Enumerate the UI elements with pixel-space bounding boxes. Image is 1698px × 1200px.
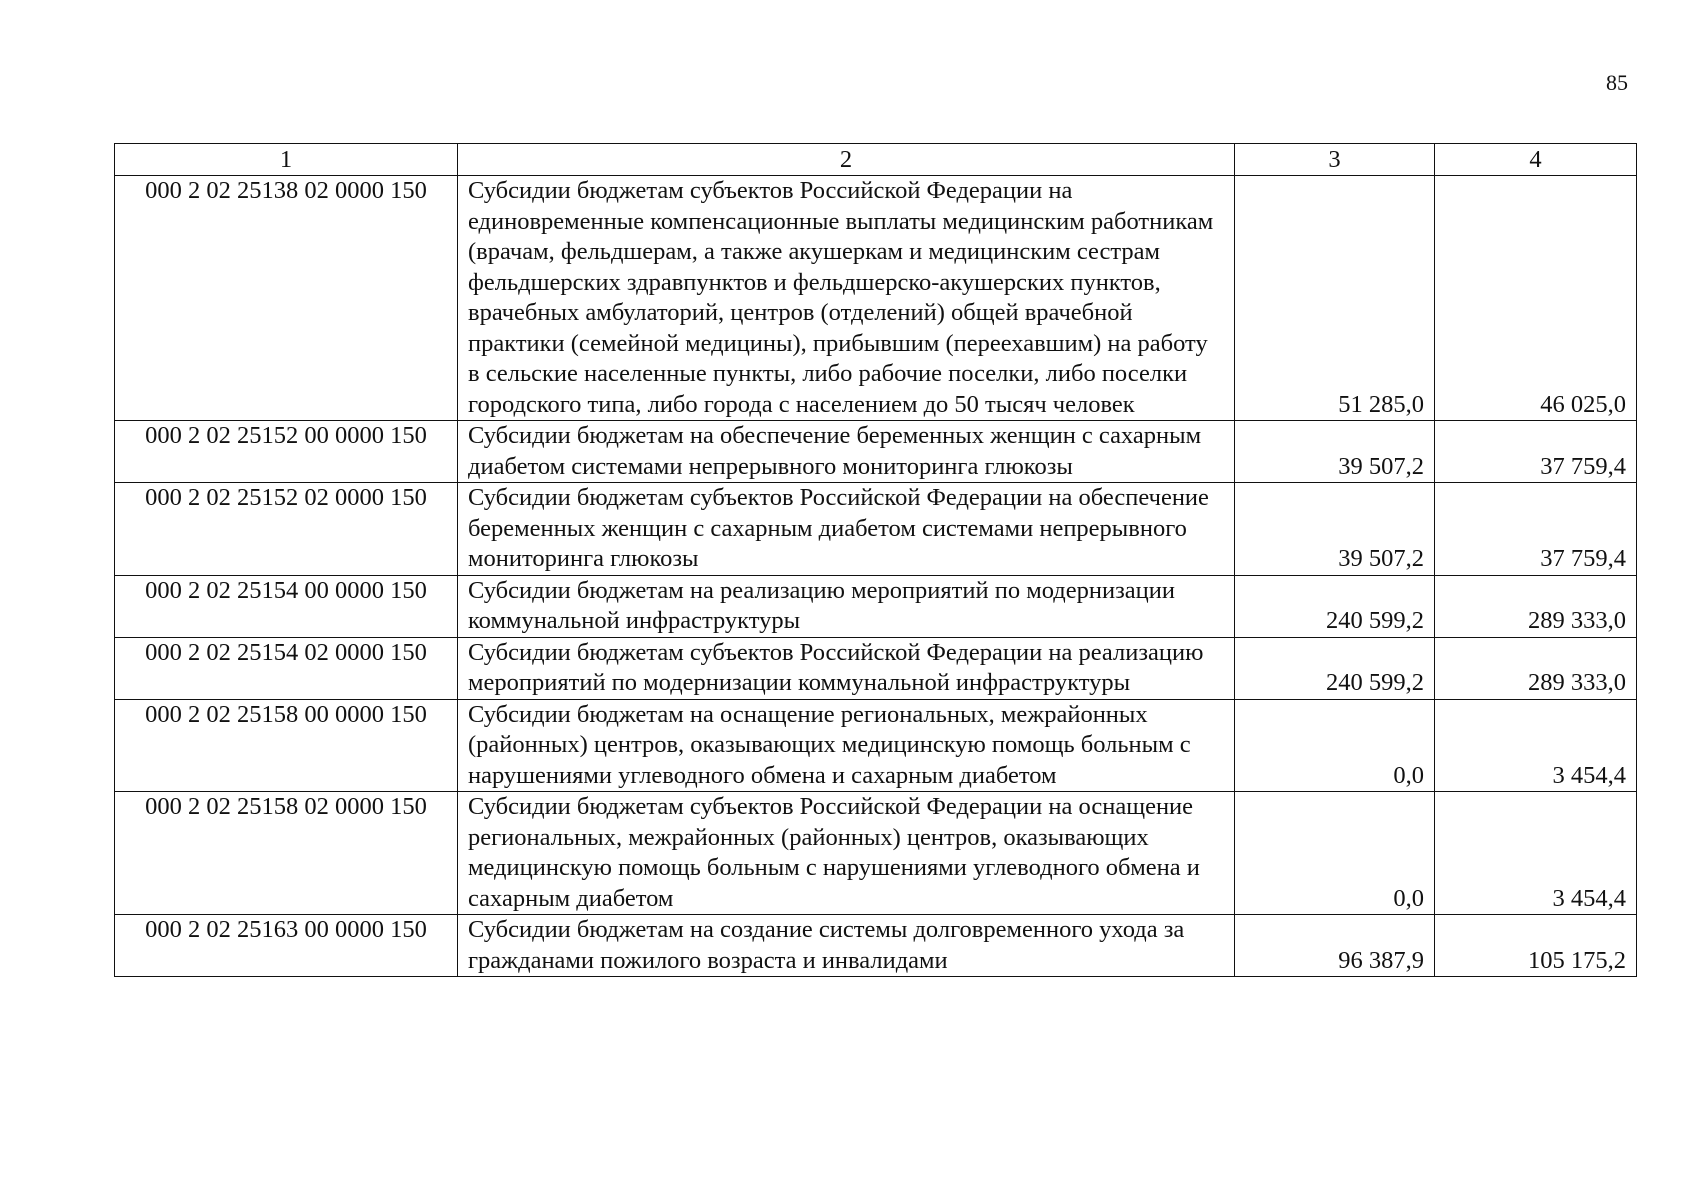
- table-row: [115, 575, 1637, 637]
- header-col-4: 4: [1435, 144, 1637, 176]
- budget-table: [114, 143, 1637, 977]
- amount-col4-cell: 105 175,2: [1435, 915, 1637, 977]
- table-row: [115, 915, 1637, 977]
- budget-code-cell: 000 2 02 25158 02 0000 150: [115, 792, 458, 915]
- page-number: 85: [1606, 70, 1628, 95]
- amount-col3-cell: 0,0: [1235, 699, 1435, 792]
- description-cell: Субсидии бюджетам субъектов Российской Федерации на реализацию мероприятий по модернизации коммунальной инфраструктуры: [458, 637, 1235, 699]
- amount-col4-cell: 3 454,4: [1435, 699, 1637, 792]
- table-row: [115, 421, 1637, 483]
- amount-col3-cell: 240 599,2: [1235, 637, 1435, 699]
- header-col-2: 2: [458, 144, 1235, 176]
- budget-code-cell: 000 2 02 25152 02 0000 150: [115, 483, 458, 576]
- header-col-1: 1: [115, 144, 458, 176]
- description-cell: Субсидии бюджетам субъектов Российской Федерации на обеспечение беременных женщин с сахарным диабетом системами непрерывного мониторинга глюкозы: [458, 483, 1235, 576]
- amount-col3-cell: 51 285,0: [1235, 176, 1435, 421]
- budget-code-cell: 000 2 02 25154 00 0000 150: [115, 575, 458, 637]
- amount-col3-cell: 39 507,2: [1235, 483, 1435, 576]
- table-row: [115, 637, 1637, 699]
- description-cell: Субсидии бюджетам на оснащение региональных, межрайонных (районных) центров, оказывающих медицинскую помощь больным с нарушениями углеводного обмена и сахарным диабетом: [458, 699, 1235, 792]
- budget-code-cell: 000 2 02 25138 02 0000 150: [115, 176, 458, 421]
- amount-col4-cell: 289 333,0: [1435, 637, 1637, 699]
- header-row: [115, 144, 1637, 176]
- amount-col4-cell: 37 759,4: [1435, 421, 1637, 483]
- budget-code-cell: 000 2 02 25154 02 0000 150: [115, 637, 458, 699]
- amount-col4-cell: 3 454,4: [1435, 792, 1637, 915]
- table-row: [115, 699, 1637, 792]
- table-row: [115, 792, 1637, 915]
- amount-col3-cell: 96 387,9: [1235, 915, 1435, 977]
- description-cell: Субсидии бюджетам субъектов Российской Федерации на единовременные компенсационные выплаты медицинским работникам (врачам, фельдшерам, а также акушеркам и медицинским сестрам фельдшерских здравпунктов и фельдшерско-акушерских пунктов, врачебных амбулаторий, центров (отделений) общей врачебной практики (семейной медицины), прибывшим (переехавшим) на работу в сельские населенные пункты, либо рабочие поселки, либо поселки городского типа, либо города с населением до 50 тысяч человек: [458, 176, 1235, 421]
- amount-col4-cell: 37 759,4: [1435, 483, 1637, 576]
- description-cell: Субсидии бюджетам на создание системы долговременного ухода за гражданами пожилого возраста и инвалидами: [458, 915, 1235, 977]
- table-row: [115, 176, 1637, 421]
- budget-code-cell: 000 2 02 25152 00 0000 150: [115, 421, 458, 483]
- header-col-3: 3: [1235, 144, 1435, 176]
- table-row: [115, 483, 1637, 576]
- amount-col3-cell: 240 599,2: [1235, 575, 1435, 637]
- amount-col4-cell: 289 333,0: [1435, 575, 1637, 637]
- description-cell: Субсидии бюджетам на обеспечение беременных женщин с сахарным диабетом системами непрерывного мониторинга глюкозы: [458, 421, 1235, 483]
- amount-col3-cell: 39 507,2: [1235, 421, 1435, 483]
- description-cell: Субсидии бюджетам субъектов Российской Федерации на оснащение региональных, межрайонных (районных) центров, оказывающих медицинскую помощь больным с нарушениями углеводного обмена и сахарным диабетом: [458, 792, 1235, 915]
- amount-col3-cell: 0,0: [1235, 792, 1435, 915]
- amount-col4-cell: 46 025,0: [1435, 176, 1637, 421]
- budget-code-cell: 000 2 02 25158 00 0000 150: [115, 699, 458, 792]
- description-cell: Субсидии бюджетам на реализацию мероприятий по модернизации коммунальной инфраструктуры: [458, 575, 1235, 637]
- budget-code-cell: 000 2 02 25163 00 0000 150: [115, 915, 458, 977]
